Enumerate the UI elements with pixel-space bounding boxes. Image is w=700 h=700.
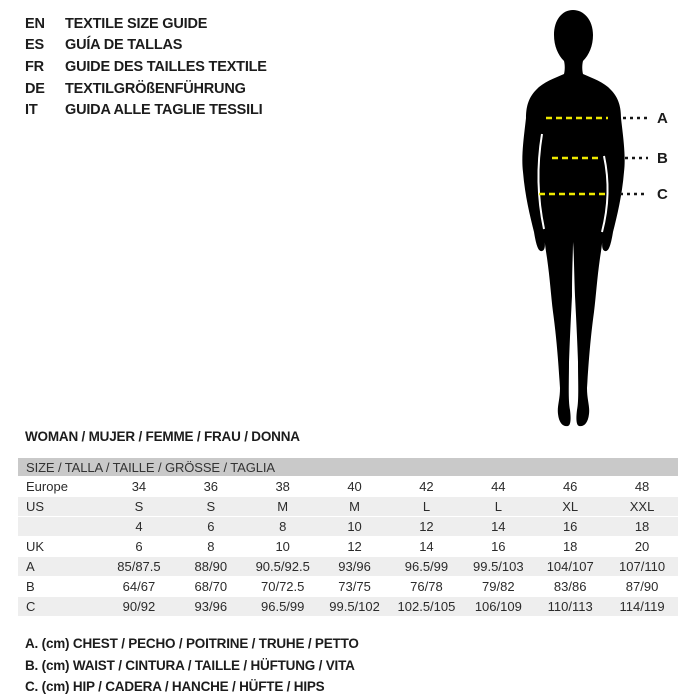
size-value: S bbox=[103, 497, 175, 517]
size-value: 6 bbox=[135, 539, 143, 554]
size-figure bbox=[500, 4, 650, 428]
size-value: L bbox=[391, 497, 463, 517]
size-value: 8 bbox=[207, 539, 215, 554]
size-value: 18 bbox=[562, 539, 578, 554]
size-value: 79/82 bbox=[482, 579, 515, 594]
measurement-legend bbox=[25, 633, 359, 698]
size-table-row-us bbox=[18, 497, 678, 517]
size-value: S bbox=[175, 497, 247, 517]
size-value: 10 bbox=[319, 517, 391, 537]
size-value: 10 bbox=[275, 539, 290, 554]
language-code: IT bbox=[25, 102, 38, 119]
size-value: 48 bbox=[634, 479, 650, 494]
size-value: 88/90 bbox=[175, 557, 247, 577]
size-value: 110/113 bbox=[534, 597, 606, 617]
language-code: DE bbox=[25, 80, 45, 97]
size-value: 90/92 bbox=[103, 597, 175, 617]
legend-line-c: C. (cm) HIP / CADERA / HANCHE / HÜFTE / HIPS bbox=[25, 679, 325, 695]
size-value: 46 bbox=[562, 479, 578, 494]
row-label: B bbox=[26, 579, 35, 594]
size-value: 106/109 bbox=[462, 597, 534, 617]
size-value: 38 bbox=[275, 479, 290, 494]
size-table-row-c bbox=[18, 597, 678, 617]
size-value: 20 bbox=[634, 539, 650, 554]
language-title: GUIDA ALLE TAGLIE TESSILI bbox=[65, 102, 263, 119]
size-value: XL bbox=[534, 497, 606, 517]
language-list bbox=[25, 13, 267, 121]
size-value: 14 bbox=[462, 517, 534, 537]
size-value: 16 bbox=[534, 517, 606, 537]
language-row-it bbox=[25, 99, 267, 121]
size-value: 73/75 bbox=[338, 579, 371, 594]
size-value: 34 bbox=[131, 479, 147, 494]
language-code: EN bbox=[25, 15, 45, 32]
size-value: 99.5/102 bbox=[319, 597, 391, 617]
size-value: 104/107 bbox=[534, 557, 606, 577]
size-value: 64/67 bbox=[122, 579, 156, 594]
row-label: C bbox=[18, 597, 103, 617]
legend-line-b: B. (cm) WAIST / CINTURA / TAILLE / HÜFTUNG / VITA bbox=[25, 657, 355, 673]
size-value: 99.5/103 bbox=[462, 557, 534, 577]
language-row-en bbox=[25, 13, 267, 35]
language-title: TEXTILE SIZE GUIDE bbox=[65, 15, 208, 32]
row-label bbox=[18, 517, 103, 537]
measure-label-c: C bbox=[657, 186, 668, 203]
size-value: 87/90 bbox=[625, 579, 659, 594]
size-value: 83/86 bbox=[553, 579, 587, 594]
language-row-de bbox=[25, 78, 267, 100]
language-row-es bbox=[25, 35, 267, 57]
size-value: 6 bbox=[175, 517, 247, 537]
size-value: 14 bbox=[419, 539, 434, 554]
size-value: M bbox=[247, 497, 319, 517]
size-value: 16 bbox=[491, 539, 506, 554]
language-code: ES bbox=[25, 37, 44, 54]
row-label: US bbox=[18, 497, 103, 517]
size-value: 85/87.5 bbox=[103, 557, 175, 577]
size-table-body bbox=[18, 477, 678, 617]
size-value: 44 bbox=[491, 479, 506, 494]
size-value: 90.5/92.5 bbox=[247, 557, 319, 577]
size-value: 93/96 bbox=[175, 597, 247, 617]
size-value: 96.5/99 bbox=[247, 597, 319, 617]
size-value: 12 bbox=[391, 517, 463, 537]
size-value: 93/96 bbox=[319, 557, 391, 577]
legend-line-a: A. (cm) CHEST / PECHO / POITRINE / TRUHE / PETTO bbox=[25, 636, 359, 652]
row-label: UK bbox=[26, 539, 45, 554]
size-table-header: SIZE / TALLA / TAILLE / GRÖSSE / TAGLIA bbox=[18, 458, 678, 477]
size-table bbox=[18, 458, 678, 617]
size-value: 8 bbox=[247, 517, 319, 537]
measure-label-a: A bbox=[657, 110, 668, 127]
size-value: 107/110 bbox=[606, 557, 678, 577]
language-row-fr bbox=[25, 56, 267, 78]
language-code: FR bbox=[25, 58, 44, 75]
section-title-woman: WOMAN / MUJER / FEMME / FRAU / DONNA bbox=[25, 429, 300, 444]
size-value: L bbox=[462, 497, 534, 517]
size-value: 42 bbox=[419, 479, 434, 494]
size-table-row-uk bbox=[18, 537, 678, 557]
size-value: 40 bbox=[347, 479, 362, 494]
size-value: 114/119 bbox=[606, 597, 678, 617]
size-value: 36 bbox=[203, 479, 219, 494]
size-value: M bbox=[319, 497, 391, 517]
size-table-header-row bbox=[18, 458, 678, 477]
size-table-row-us-numeric bbox=[18, 517, 678, 537]
size-value: 70/72.5 bbox=[261, 579, 305, 594]
language-title: GUÍA DE TALLAS bbox=[65, 37, 183, 54]
language-title: GUIDE DES TAILLES TEXTILE bbox=[65, 58, 267, 75]
measure-label-b: B bbox=[657, 150, 668, 167]
size-table-row-b bbox=[18, 577, 678, 597]
row-label: A bbox=[18, 557, 103, 577]
row-label: Europe bbox=[26, 479, 68, 494]
size-value: 68/70 bbox=[194, 579, 228, 594]
size-value: XXL bbox=[606, 497, 678, 517]
size-value: 102.5/105 bbox=[391, 597, 463, 617]
woman-body-shape bbox=[522, 10, 624, 426]
size-value: 18 bbox=[606, 517, 678, 537]
language-title: TEXTILGRÖßENFÜHRUNG bbox=[65, 80, 246, 97]
woman-silhouette-icon bbox=[500, 4, 650, 428]
size-value: 4 bbox=[103, 517, 175, 537]
size-value: 96.5/99 bbox=[391, 557, 463, 577]
size-table-row-a bbox=[18, 557, 678, 577]
size-value: 76/78 bbox=[410, 579, 443, 594]
size-value: 12 bbox=[347, 539, 362, 554]
size-table-row-europe bbox=[18, 477, 678, 497]
